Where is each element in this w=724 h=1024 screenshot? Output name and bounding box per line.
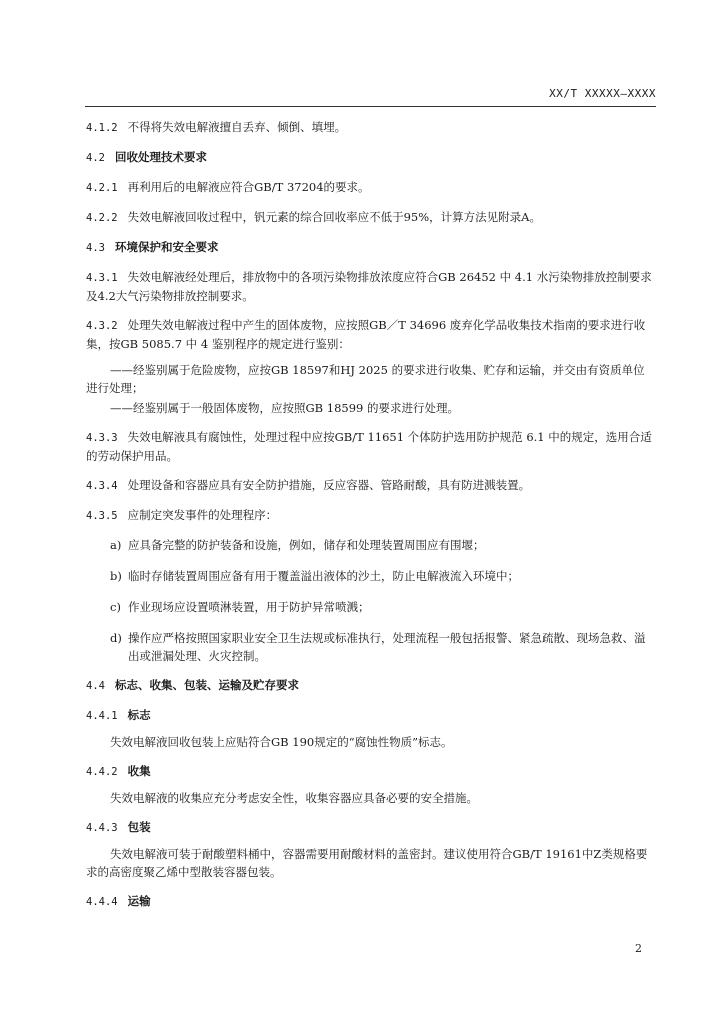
clause-number: 4.2.1 [86,182,118,194]
clause-4-4-3-heading [86,818,656,837]
list-item-label: b) [110,569,122,583]
list-item-c [86,598,656,616]
list-item-a [86,536,656,554]
clause-number: 4.4.4 [86,896,118,908]
clause-4-3-4 [86,476,656,495]
clause-number: 4.3.1 [86,272,118,284]
section-number: 4.2 [86,152,105,164]
clause-number: 4.3.4 [86,480,118,492]
list-item-label: d) [110,631,122,645]
clause-4-3-5 [86,506,656,525]
clause-text: 失效电解液经处理后，排放物中的各项污染物排放浓度应符合GB 26452 中 4.1 水污染物排放控制要求及4.2大气污染物排放控制要求。 [86,270,652,303]
clause-4-4-3-text: 失效电解液可装于耐酸塑料桶中，容器需要用耐酸材料的盖密封。建议使用符合GB/T 19161中Z类规格要求的高密度聚乙烯中型散装容器包装。 [86,847,648,879]
clause-text: 不得将失效电解液擅自丢弃、倾倒、填埋。 [127,120,347,134]
clause-number: 4.4.1 [86,710,118,722]
list-item-text: 操作应严格按照国家职业安全卫生法规或标准执行，处理流程一般包括报警、紧急疏散、现场急救、溢出或泄漏处理、火灾控制。 [128,631,646,663]
clause-4-4-2-heading [86,762,656,781]
clause-title: 标志 [127,708,151,722]
clause-number: 4.3.5 [86,510,118,522]
clause-number: 4.4.2 [86,766,118,778]
list-item-label: a) [110,538,122,552]
section-4-4-heading [86,676,656,695]
list-item-label: c) [110,600,121,614]
clause-number: 4.1.2 [86,122,118,134]
clause-4-4-1-heading [86,706,656,725]
dash-item-hazardous: ——经鉴别属于危险废物，应按GB 18597和HJ 2025 的要求进行收集、贮存和运输，并交由有资质单位进行处理； [86,363,645,395]
clause-4-3-3 [86,428,656,465]
clause-text: 再利用后的电解液应符合GB/T 37204的要求。 [127,180,370,194]
clause-number: 4.3.3 [86,432,118,444]
section-number: 4.3 [86,242,105,254]
clause-text: 失效电解液具有腐蚀性，处理过程中应按GB/T 11651 个体防护选用防护规范 6.1 中的规定，选用合适的劳动保护用品。 [86,430,652,463]
section-4-2-heading [86,148,656,167]
clause-number: 4.2.2 [86,212,118,224]
list-item-text: 临时存储装置周围应备有用于覆盖溢出液体的沙土，防止电解液流入环境中； [128,569,519,583]
clause-4-4-1-text: 失效电解液回收包装上应贴符合GB 190规定的“腐蚀性物质”标志。 [110,735,453,749]
clause-4-1-2 [86,118,656,137]
section-title: 环境保护和安全要求 [114,240,219,254]
clause-title: 收集 [127,764,151,778]
clause-4-4-4-heading [86,892,656,911]
clause-4-4-2-text: 失效电解液的收集应充分考虑安全性，收集容器应具备必要的安全措施。 [110,791,478,805]
section-4-3-heading [86,238,656,257]
clause-4-2-1 [86,178,656,197]
clause-title: 运输 [127,894,151,908]
page-number: 2 [635,942,642,955]
clause-number: 4.4.3 [86,822,118,834]
list-item-d [86,629,656,665]
dash-item-general: ——经鉴别属于一般固体废物，应按照GB 18599 的要求进行处理。 [110,401,460,415]
header-rule [85,106,656,107]
clause-4-3-1 [86,268,656,305]
clause-text: 处理设备和容器应具有安全防护措施，反应容器、管路耐酸，具有防进溅装置。 [127,478,531,492]
clause-4-2-2 [86,208,656,227]
document-body [86,118,656,911]
section-number: 4.4 [86,680,105,692]
clause-text: 应制定突发事件的处理程序： [127,508,278,522]
standard-number-header: XX/T XXXXX—XXXX [549,87,656,100]
list-item-b [86,567,656,585]
list-item-text: 作业现场应设置喷淋装置，用于防护异常喷溅； [128,600,370,614]
section-title: 回收处理技术要求 [114,150,207,164]
clause-title: 包装 [127,820,151,834]
list-item-text: 应具备完整的防护装备和设施，例如，储存和处理装置周围应有围堰； [128,538,485,552]
clause-text: 处理失效电解液过程中产生的固体废物，应按照GB／T 34696 废弃化学品收集技术指南的要求进行收集，按GB 5085.7 中 4 鉴别程序的规定进行鉴别： [86,318,646,351]
clause-number: 4.3.2 [86,320,118,332]
section-title: 标志、收集、包装、运输及贮存要求 [114,678,299,692]
clause-text: 失效电解液回收过程中，钒元素的综合回收率应不低于95%，计算方法见附录A。 [127,210,541,224]
clause-4-3-2 [86,316,656,353]
